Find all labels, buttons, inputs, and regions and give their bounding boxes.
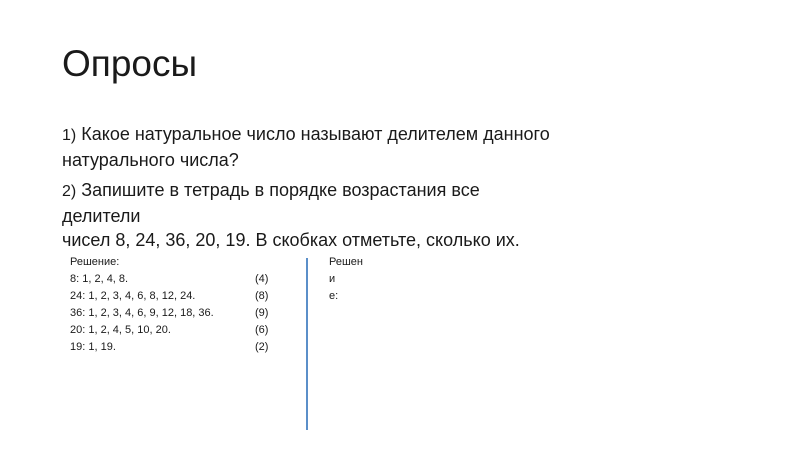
question-2-line-3: чисел 8, 24, 36, 20, 19. В скобках отметьте, сколько их. [62,230,520,250]
solution-row [70,271,290,288]
solution-row-count: (6) [255,324,269,336]
solution-row [70,288,290,305]
question-1-line-2: натурального числа? [62,150,239,170]
solution-row-text: 20: 1, 2, 4, 5, 10, 20. [70,324,171,336]
solution-left [70,254,290,356]
question-1-text-1: Какое натуральное число называют делителем данного [81,124,550,144]
solution-left-title: Решение: [70,256,120,268]
solution-row-text: 36: 1, 2, 3, 4, 6, 9, 12, 18, 36. [70,307,214,319]
slide-title: Опросы [62,43,198,84]
solution-row [70,339,290,356]
solution-right-line-2: е: [329,290,339,302]
question-2-number: 2) [62,183,77,200]
solution-row-count: (2) [255,341,269,353]
vertical-divider [306,258,308,430]
questions-block [62,122,742,258]
solution-row [70,322,290,339]
solution-right [329,254,369,305]
question-1-line-1 [62,122,742,148]
question-2-line-1 [62,178,742,204]
solution-row-count: (9) [255,307,269,319]
solution-row-count: (8) [255,290,269,302]
question-2-text-1: Запишите в тетрадь в порядке возрастания все [81,180,480,200]
solution-row-text: 24: 1, 2, 3, 4, 6, 8, 12, 24. [70,290,196,302]
solution-row [70,305,290,322]
solution-row-text: 19: 1, 19. [70,341,116,353]
question-2 [62,178,742,252]
question-2-line-2: делители [62,206,141,226]
question-1 [62,122,742,172]
solution-row-count: (4) [255,273,269,285]
question-1-number: 1) [62,127,77,144]
solution-right-line-1: Решени [329,256,363,285]
solution-row-text: 8: 1, 2, 4, 8. [70,273,129,285]
